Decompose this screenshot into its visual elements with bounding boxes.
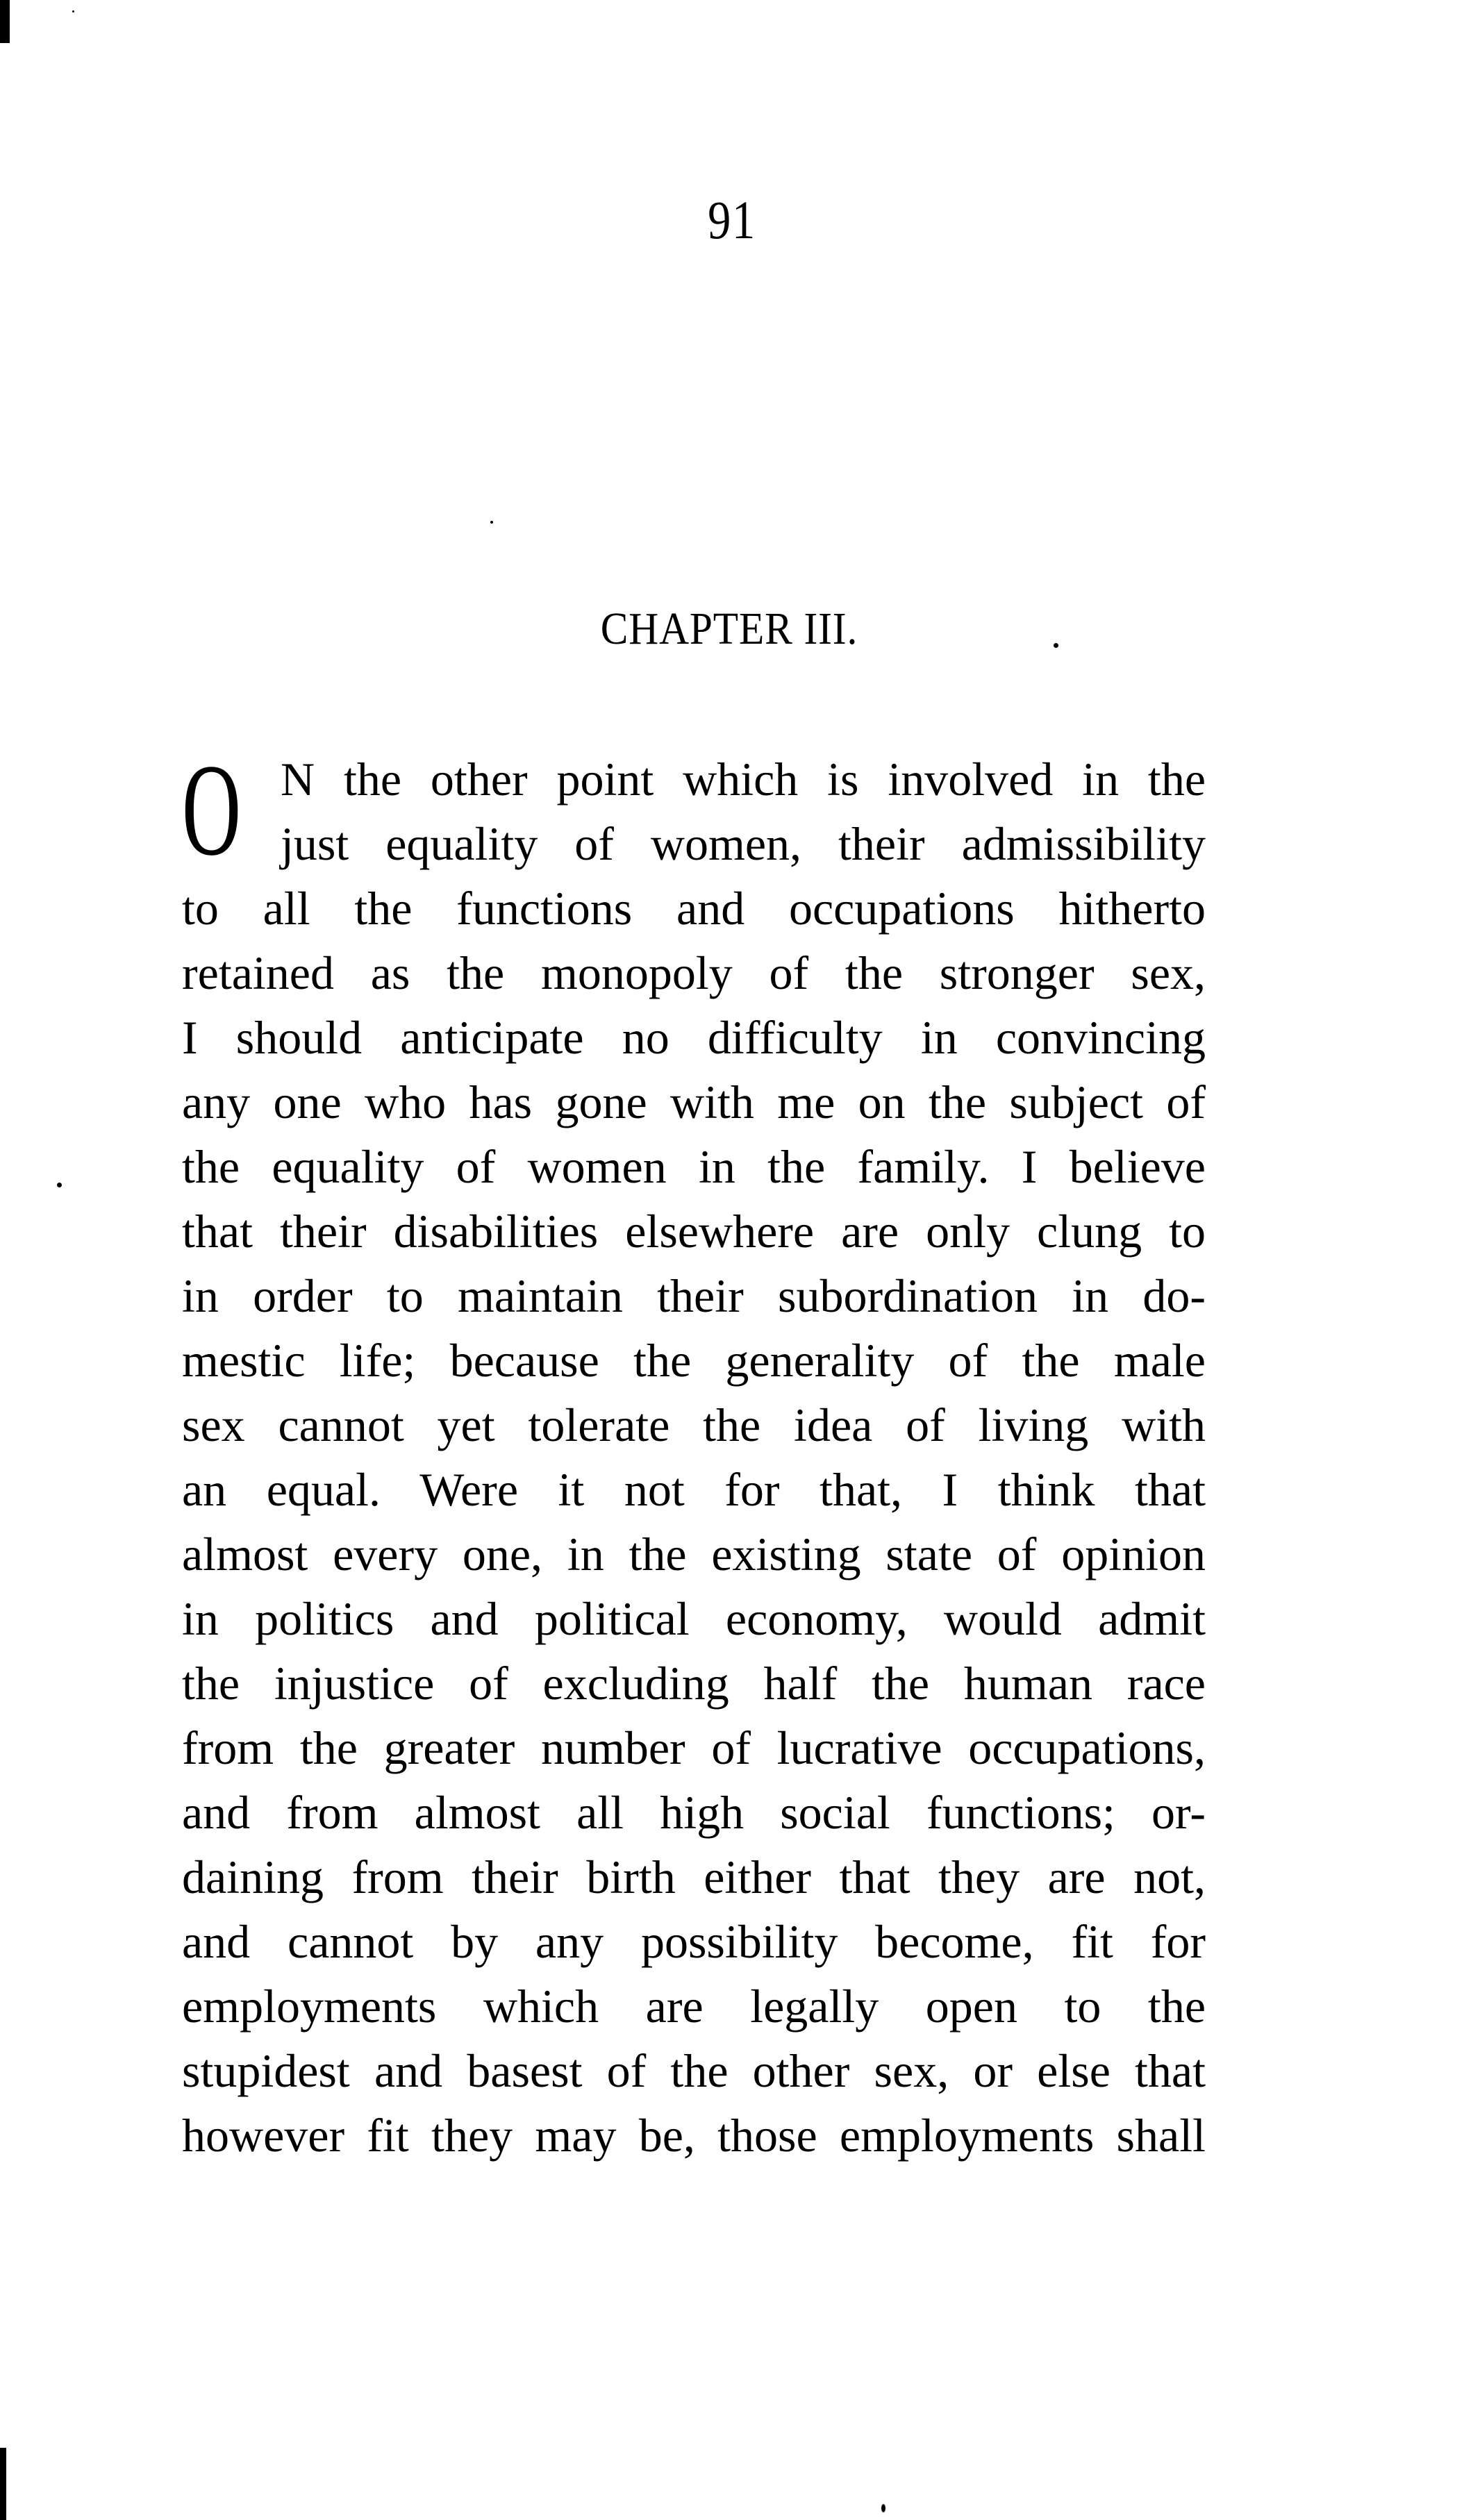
chapter-title: CHAPTER III. xyxy=(600,603,858,654)
body-text xyxy=(182,747,1206,2168)
text-line: almost every one, in the existing state of opinion xyxy=(182,1528,1206,1580)
text-line: that their disabilities elsewhere are only clung to xyxy=(182,1205,1206,1258)
scan-speck xyxy=(490,521,493,524)
text-line: N the other point which is involved in the xyxy=(281,753,1206,806)
text-line: daining from their birth either that they are not, xyxy=(182,1851,1206,1903)
scan-speck xyxy=(72,10,74,12)
text-line: sex cannot yet tolerate the idea of living with xyxy=(182,1399,1206,1451)
drop-cap: O xyxy=(182,737,242,883)
text-line: the equality of women in the family. I believe xyxy=(182,1140,1206,1193)
text-line: an equal. Were it not for that, I think that xyxy=(182,1463,1206,1516)
text-line: to all the functions and occupations hitherto xyxy=(182,882,1206,935)
scan-speck xyxy=(57,1183,62,1187)
scan-edge-mark-bottom-left xyxy=(0,2448,6,2520)
text-line: however fit they may be, those employments shall xyxy=(182,2109,1206,2162)
text-line: in politics and political economy, would admit xyxy=(182,1592,1206,1645)
text-line: and cannot by any possibility become, fit for xyxy=(182,1915,1206,1968)
text-line: from the greater number of lucrative occupations, xyxy=(182,1721,1206,1774)
text-line: and from almost all high social functions; or- xyxy=(182,1786,1206,1839)
text-line: any one who has gone with me on the subject of xyxy=(182,1076,1206,1128)
text-line: mestic life; because the generality of the male xyxy=(182,1334,1206,1387)
text-line: the injustice of excluding half the human race xyxy=(182,1657,1206,1710)
text-line: retained as the monopoly of the stronger sex, xyxy=(182,946,1206,999)
text-line: employments which are legally open to the xyxy=(182,1980,1206,2033)
text-line: stupidest and basest of the other sex, or else that xyxy=(182,2044,1206,2097)
text-line: in order to maintain their subordination in do- xyxy=(182,1269,1206,1322)
text-line: just equality of women, their admissibility xyxy=(281,817,1206,870)
text-line: I should anticipate no difficulty in convincing xyxy=(182,1011,1206,1064)
scan-speck xyxy=(881,2504,885,2512)
page-number: 91 xyxy=(708,190,756,250)
scan-speck xyxy=(1054,643,1058,648)
scan-edge-mark-top-left xyxy=(0,0,10,43)
